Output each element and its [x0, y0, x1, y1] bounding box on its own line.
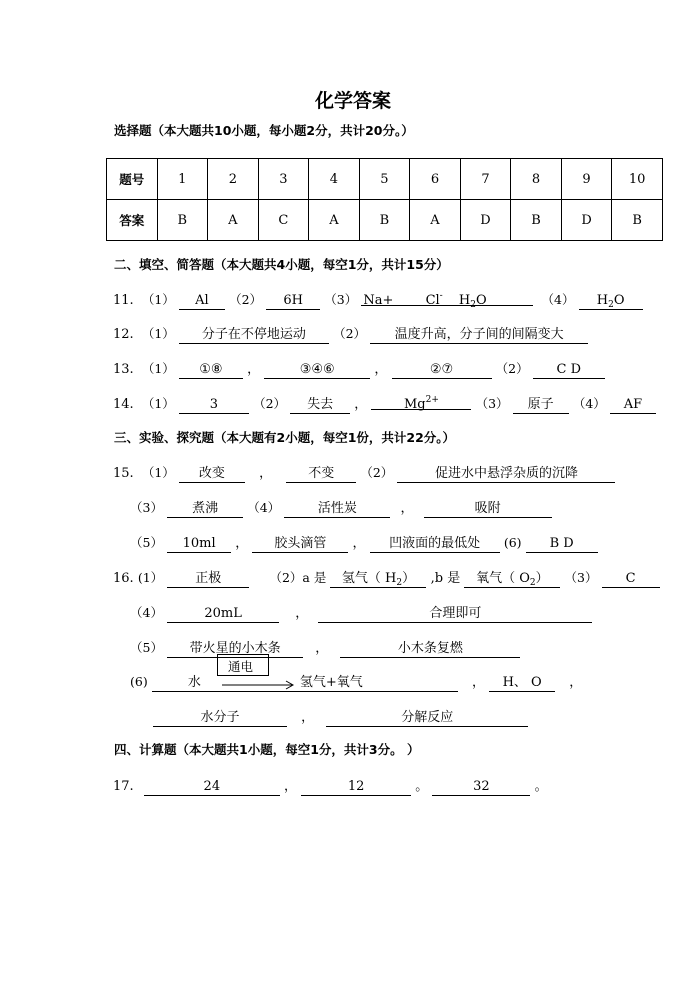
separator-text: ,b 是 [430, 571, 461, 586]
answer-cell: A [309, 200, 360, 241]
part-label: （5） [130, 640, 163, 655]
answer-blank: 凹液面的最低处 [370, 536, 500, 553]
question-12 [113, 324, 588, 344]
part-label: （2）a 是 [269, 570, 327, 585]
answer-blank: 带火星的小木条 [167, 641, 303, 658]
answer-blank [152, 675, 458, 692]
question-15-line-3 [130, 532, 598, 553]
comma: ， [259, 466, 273, 481]
table-header-cell: 答案 [107, 200, 158, 241]
reaction-condition-text: 通电 [228, 659, 254, 674]
part-label: （1） [141, 465, 175, 480]
answer-table [106, 158, 663, 241]
part-label: （2） [253, 396, 287, 411]
question-number-cell: 10 [612, 159, 663, 200]
answer-text: H [596, 293, 609, 308]
part-label: （3） [475, 396, 509, 411]
answer-blank: 胶头滴管 [252, 536, 348, 553]
answer-text: ） [535, 571, 549, 586]
question-16-line-2 [130, 602, 592, 623]
part-label: （2） [229, 292, 263, 307]
part-label: （1） [141, 326, 175, 341]
question-number: 12. [113, 327, 134, 342]
part-label: (1） [137, 570, 164, 585]
part-label: （2） [333, 326, 367, 341]
subscript: 2 [529, 578, 536, 588]
comma: ， [295, 606, 309, 621]
question-number-cell: 7 [460, 159, 511, 200]
answer-text: Na+ [363, 293, 394, 308]
answer-cell: A [410, 200, 461, 241]
answer-blank: 分解反应 [326, 710, 528, 727]
comma: ， [374, 362, 388, 377]
question-number-cell: 5 [359, 159, 410, 200]
part-label: （3） [324, 292, 358, 307]
section-calculation-heading: 四、计算题（本大题共1小题，每空1分，共计3分。 ） [114, 742, 420, 757]
answer-text: 氢气+氧气 [299, 675, 363, 690]
comma: ， [352, 536, 366, 551]
answer-cell: B [612, 200, 663, 241]
answer-blank: 3 [179, 397, 249, 414]
question-number: 15. [113, 466, 134, 481]
answer-blank: 分子在不停地运动 [179, 327, 329, 344]
answer-blank: 不变 [286, 466, 356, 483]
question-15-line-2 [130, 497, 552, 518]
question-17 [113, 775, 548, 796]
part-label: （1） [141, 396, 175, 411]
subscript: 2 [396, 578, 403, 588]
question-number-cell: 3 [258, 159, 309, 200]
part-label: （4） [572, 396, 606, 411]
answer-cell: D [460, 200, 511, 241]
question-number: 14. [113, 397, 134, 412]
answer-blank: 32 [432, 779, 530, 796]
question-number: 13. [113, 362, 134, 377]
page-title: 化学答案 [315, 90, 392, 112]
question-number-cell: 1 [157, 159, 208, 200]
answer-blank: 合理即可 [318, 606, 592, 623]
question-number: 17. [113, 779, 134, 794]
comma: ， [569, 675, 583, 690]
answer-blank: 煮沸 [167, 501, 243, 518]
answer-blank: 温度升高，分子间的间隔变大 [370, 327, 588, 344]
question-16-line-3 [130, 637, 520, 658]
comma: ， [315, 641, 329, 656]
answer-text: Mg [403, 397, 426, 412]
superscript: - [439, 291, 443, 301]
answer-blank [371, 393, 471, 410]
part-label: （5） [130, 535, 163, 550]
answer-blank: 水分子 [153, 710, 287, 727]
answer-blank [330, 571, 426, 588]
section-fill-in-heading: 二、填空、简答题（本大题共4小题，每空1分，共计15分） [114, 257, 449, 272]
question-13 [113, 358, 605, 379]
question-16 [113, 567, 660, 588]
part-label: (6) [503, 535, 522, 550]
answer-blank: ③④⑥ [264, 362, 370, 379]
question-number-cell: 9 [561, 159, 612, 200]
part-label: （1） [141, 361, 175, 376]
answer-blank: ②⑦ [392, 362, 492, 379]
answer-text: Cl [425, 293, 440, 308]
table-header-cell: 题号 [107, 159, 158, 200]
section-multiple-choice-heading: 选择题（本大题共10小题，每小题2分，共计20分。） [114, 123, 414, 138]
answer-blank: 12 [301, 779, 411, 796]
answer-blank: 吸附 [424, 501, 552, 518]
question-number-cell: 8 [511, 159, 562, 200]
section-experiment-heading: 三、实验、探究题（本大题有2小题，每空1份，共计22分。） [114, 430, 456, 445]
answer-text: 水 [187, 675, 201, 690]
answer-blank: H、 O [489, 675, 555, 692]
comma: ， [400, 501, 414, 516]
answer-blank: 活性炭 [284, 501, 390, 518]
subscript: 2 [470, 300, 476, 310]
part-label: （2） [495, 361, 529, 376]
question-number-cell: 4 [309, 159, 360, 200]
answer-text [459, 293, 487, 308]
answer-cell: B [157, 200, 208, 241]
answer-blank: AF [610, 397, 656, 414]
period: 。 [415, 779, 429, 794]
part-label: (6) [130, 674, 148, 689]
answer-blank: 24 [144, 779, 280, 796]
answer-blank: B D [526, 536, 598, 553]
part-label: （1） [141, 292, 175, 307]
answer-blank: ①⑧ [179, 362, 243, 379]
answer-text: H [458, 293, 471, 308]
answer-blank [464, 571, 560, 588]
answer-blank: 小木条复燃 [340, 641, 520, 658]
answer-text: 氢气（ H [341, 571, 397, 586]
answer-blank [361, 289, 533, 310]
question-number: 11. [113, 293, 134, 308]
answer-cell: C [258, 200, 309, 241]
part-label: （4） [541, 292, 575, 307]
comma: ， [301, 710, 315, 725]
comma: ， [472, 675, 486, 690]
answer-blank: 10ml [167, 536, 231, 553]
table-row-answers [107, 200, 663, 241]
part-label: （4） [247, 500, 281, 515]
part-label: （2） [360, 465, 394, 480]
question-number-cell: 6 [410, 159, 461, 200]
subscript: 2 [608, 300, 614, 310]
reaction-arrow-icon [222, 680, 296, 690]
question-16-line-4 [130, 671, 582, 692]
question-16-line-5 [153, 706, 528, 727]
comma: ， [235, 536, 249, 551]
answer-text [426, 293, 443, 308]
answer-text: O [613, 293, 625, 308]
answer-blank: 6H [266, 293, 320, 310]
part-label: （3） [564, 570, 598, 585]
answer-blank [579, 293, 643, 310]
table-row-question-numbers [107, 159, 663, 200]
question-number-cell: 2 [208, 159, 259, 200]
answer-blank: Al [179, 293, 225, 310]
answer-blank: 正极 [167, 571, 249, 588]
answer-blank: 改变 [179, 466, 245, 483]
answer-blank: C D [533, 362, 605, 379]
period: 。 [534, 779, 548, 794]
answer-cell: B [359, 200, 410, 241]
answer-text: O [475, 293, 487, 308]
question-15 [113, 462, 615, 483]
comma: ， [247, 362, 261, 377]
answer-blank: C [602, 571, 660, 588]
answer-cell: A [208, 200, 259, 241]
answer-cell: B [511, 200, 562, 241]
question-11 [113, 289, 643, 310]
comma: ， [283, 779, 297, 794]
answer-text: 氧气（ O [476, 571, 530, 586]
question-14 [113, 393, 656, 414]
question-number: 16. [113, 571, 134, 586]
part-label: （3） [130, 500, 163, 515]
answer-cell: D [561, 200, 612, 241]
answer-blank: 20mL [167, 606, 279, 623]
answer-blank: 原子 [513, 397, 569, 414]
superscript: 2+ [425, 395, 439, 405]
comma: ， [354, 397, 368, 412]
part-label: （4） [130, 605, 163, 620]
answer-blank: 促进水中悬浮杂质的沉降 [397, 466, 615, 483]
answer-text: ） [402, 571, 416, 586]
answer-blank: 失去 [290, 397, 350, 414]
